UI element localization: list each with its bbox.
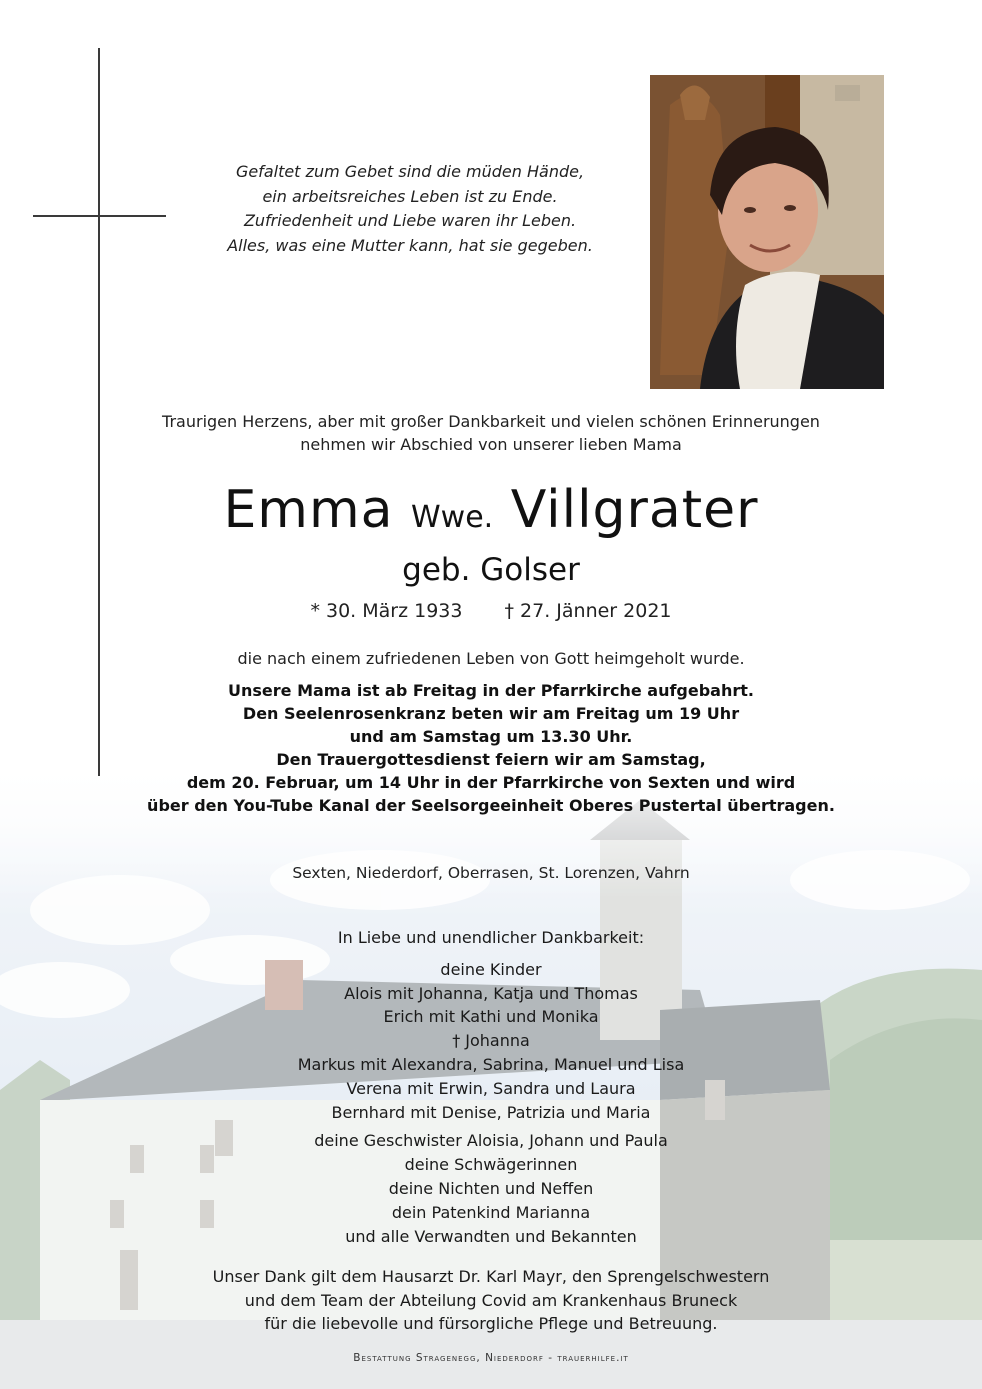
life-dates: [0, 598, 982, 624]
mourners-list: [0, 926, 982, 1248]
poem-line: Gefaltet zum Gebet sind die müden Hände,: [235, 162, 585, 181]
thanks-text: [0, 1265, 982, 1336]
last-name: Villgrater: [510, 480, 759, 540]
mourner-line: deine Kinder: [440, 959, 542, 979]
intro-line: nehmen wir Abschied von unserer lieben Mama: [300, 435, 682, 454]
thanks-line: für die liebevolle und fürsorgliche Pflege und Betreuung.: [264, 1314, 718, 1334]
mourner-line: † Johanna: [452, 1031, 530, 1051]
intro-text: [0, 410, 982, 456]
places-line: Sexten, Niederdorf, Oberrasen, St. Lorenzen, Vahrn: [292, 864, 690, 882]
mourners-heading: In Liebe und unendlicher Dankbarkeit:: [337, 928, 645, 947]
poem: [170, 160, 650, 258]
mourner-line: dein Patenkind Marianna: [391, 1202, 591, 1222]
notice-line: und am Samstag um 13.30 Uhr.: [349, 727, 633, 746]
notice-line: Den Seelenrosenkranz beten wir am Freitag um 19 Uhr: [242, 704, 740, 723]
deceased-name: [0, 478, 982, 550]
poem-line: Zufriedenheit und Liebe waren ihr Leben.: [243, 211, 577, 230]
poem-line: Alles, was eine Mutter kann, hat sie gegeben.: [227, 235, 593, 255]
heimgeholt-text: die nach einem zufriedenen Leben von Gott heimgeholt wurde.: [237, 649, 745, 668]
cross-horizontal-bar: [33, 215, 166, 217]
mourner-line: Markus mit Alexandra, Sabrina, Manuel und Lisa: [297, 1054, 685, 1074]
birth-name: geb. Golser: [402, 552, 580, 588]
thanks-line: Unser Dank gilt dem Hausarzt Dr. Karl Mayr, den Sprengelschwestern: [212, 1267, 770, 1286]
mourner-line: Verena mit Erwin, Sandra und Laura: [346, 1078, 636, 1098]
mourner-line: Erich mit Kathi und Monika: [383, 1007, 599, 1027]
death-date: † 27. Jänner 2021: [504, 600, 672, 622]
mourner-line: deine Nichten und Neffen: [388, 1178, 594, 1198]
mourner-line: und alle Verwandten und Bekannten: [345, 1226, 637, 1246]
first-name: Emma: [223, 480, 394, 540]
mourner-line: Bernhard mit Denise, Patrizia und Maria: [331, 1102, 651, 1122]
intro-line: Traurigen Herzens, aber mit großer Dankbarkeit und vielen schönen Erinnerungen: [162, 412, 820, 431]
notice-line: Unsere Mama ist ab Freitag in der Pfarrkirche aufgebahrt.: [228, 681, 754, 700]
notice-line: Den Trauergottesdienst feiern wir am Samstag,: [276, 750, 706, 769]
notice-line: dem 20. Februar, um 14 Uhr in der Pfarrkirche von Sexten und wird: [186, 773, 796, 792]
mourner-line: Alois mit Johanna, Katja und Thomas: [344, 983, 638, 1003]
notice-line: über den You-Tube Kanal der Seelsorgeeinheit Oberes Pustertal übertragen.: [147, 796, 835, 815]
widow-title: Wwe.: [411, 500, 494, 535]
funeral-home-footer: Bestattung Stragenegg, Niederdorf - trauerhilfe.it: [353, 1352, 629, 1364]
portrait-photo: [650, 75, 884, 389]
funeral-notice: [0, 679, 982, 817]
mourner-line: deine Schwägerinnen: [404, 1155, 578, 1175]
birth-date: * 30. März 1933: [310, 600, 463, 622]
poem-line: ein arbeitsreiches Leben ist zu Ende.: [262, 186, 558, 206]
thanks-line: und dem Team der Abteilung Covid am Krankenhaus Bruneck: [244, 1290, 738, 1310]
mourner-line: deine Geschwister Aloisia, Johann und Paula: [314, 1131, 668, 1151]
